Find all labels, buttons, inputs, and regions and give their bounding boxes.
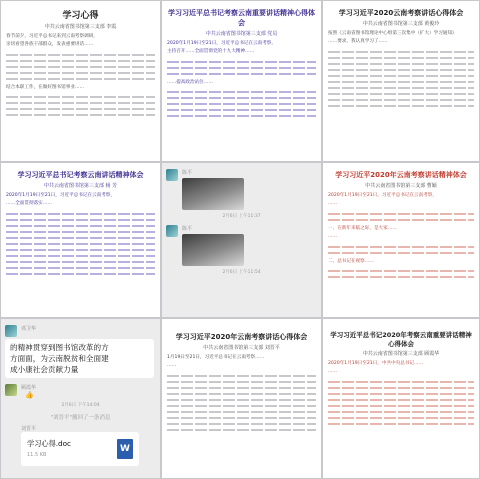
- message-sender: 刘晋平: [21, 426, 37, 432]
- document-text-filler: [167, 393, 316, 395]
- message-sender: 陈平: [182, 170, 193, 176]
- document-tile-red-2: [322, 318, 480, 479]
- bubble-line: 成小康社会贡献力量: [10, 365, 79, 374]
- document-title: 学习习近平2020年云南考察讲话精神体会: [335, 171, 467, 179]
- document-line: ……: [167, 363, 177, 369]
- document-text-filler: [6, 237, 155, 239]
- document-text-filler: [328, 81, 474, 83]
- document-line: 1月19日至21日，习近平总书记在云南考察……: [167, 355, 265, 360]
- document-text-filler: [328, 51, 474, 53]
- document-text-filler: [328, 276, 474, 278]
- document-text-filler: [328, 99, 474, 101]
- chat-tile-file: [0, 318, 161, 479]
- document-text-filler: [6, 213, 155, 215]
- document-text-filler: [167, 417, 316, 419]
- message-timestamp: 2月6日 上午11:54: [222, 270, 261, 275]
- document-author: 中共云南省图书馆第三支部 顾霞华: [362, 351, 440, 357]
- document-text-filler: [6, 231, 155, 233]
- document-text-filler: [167, 411, 316, 413]
- document-line: 结合本职工作，在做好图书馆事业……: [6, 84, 85, 90]
- document-title: 学习习近平2020年云南考察讲话心得体会: [175, 333, 308, 341]
- document-text-filler: [328, 405, 474, 407]
- document-text-filler: [328, 270, 474, 272]
- message-sender: 陈平: [182, 226, 193, 232]
- document-line: ……提高政治站位……: [167, 79, 213, 85]
- document-text-filler: [6, 261, 155, 263]
- document-text-filler: [6, 225, 155, 227]
- bubble-line: 的精神贯穿到图书馆改革的方: [10, 343, 109, 352]
- avatar[interactable]: [166, 225, 178, 237]
- document-line: ……: [328, 369, 338, 375]
- document-tile-purple-2: [0, 162, 161, 318]
- document-title: 学习习近平总书记考察云南讲话精神体会: [17, 171, 144, 179]
- document-line: 2020年1月19日至21日，习近平总书记在云南考察，: [6, 193, 115, 198]
- avatar[interactable]: [166, 169, 178, 181]
- file-attachment[interactable]: [21, 432, 139, 466]
- document-text-filler: [328, 417, 474, 419]
- bubble-line: 方面面，为云南脱贫和全面建: [10, 354, 109, 363]
- document-text-filler: [167, 387, 316, 389]
- chat-message: [166, 169, 321, 210]
- document-text-filler: [167, 91, 316, 93]
- document-author: 中共云南省图书馆第三支部 党员: [205, 31, 278, 37]
- document-text-filler: [6, 219, 155, 221]
- document-author: 中共云南省图书馆第三支部 黄俊玲: [362, 21, 440, 27]
- recall-system-message: "刘晋平"撤回了一条消息: [50, 415, 111, 421]
- document-text-filler: [328, 381, 474, 383]
- document-text-filler: [167, 115, 316, 117]
- document-title: 学习习近平2020云南考察讲话心得体会: [338, 9, 464, 17]
- message-timestamp: 2月6日 下午14:04: [61, 403, 100, 408]
- shared-photo[interactable]: [182, 234, 244, 266]
- document-text-filler: [167, 399, 316, 401]
- document-tile-purple-1: [161, 0, 322, 162]
- document-text-filler: [328, 252, 474, 254]
- document-text-filler: [328, 393, 474, 395]
- document-tile-right-top: [322, 0, 480, 162]
- thumbs-up-emoji: 👍: [25, 391, 34, 399]
- document-text-filler: [6, 108, 155, 110]
- document-text-filler: [167, 109, 316, 111]
- document-author: 中共云南省图书馆第三支部 李霞: [44, 24, 117, 30]
- document-line: 2020年1月19日至21日，中共中央总书记……: [328, 361, 424, 366]
- avatar[interactable]: [5, 384, 17, 396]
- file-name: 学习心得.doc: [27, 439, 71, 448]
- message-timestamp: 2月6日 上午11:37: [222, 214, 261, 219]
- document-text-filler: [6, 60, 155, 62]
- document-text-filler: [328, 105, 474, 107]
- document-text-filler: [6, 114, 155, 116]
- document-text-filler: [6, 78, 155, 80]
- document-text-filler: [167, 423, 316, 425]
- document-text-filler: [328, 69, 474, 71]
- avatar[interactable]: [5, 325, 17, 337]
- document-text-filler: [167, 97, 316, 99]
- document-text-filler: [328, 399, 474, 401]
- shared-photo[interactable]: [182, 178, 244, 210]
- document-text-filler: [167, 429, 316, 431]
- document-author: 中共云南省图书馆第三支部 曹颖: [365, 183, 437, 189]
- message-bubble[interactable]: [5, 339, 154, 378]
- document-text-filler: [6, 249, 155, 251]
- document-text-filler: [328, 93, 474, 95]
- document-line: 主持召开……全面贯彻党的十九大精神……: [167, 49, 255, 55]
- document-text-filler: [167, 375, 316, 377]
- document-text-filler: [6, 96, 155, 98]
- document-title: 学习心得: [62, 11, 99, 21]
- document-line: ……: [328, 234, 338, 240]
- document-text-filler: [167, 381, 316, 383]
- document-text-filler: [6, 54, 155, 56]
- document-text-filler: [328, 75, 474, 77]
- document-text-filler: [167, 405, 316, 407]
- document-line: ……要求，我认真学习了……: [328, 39, 388, 45]
- document-tile-study-notes: [0, 0, 161, 162]
- document-text-filler: [6, 102, 155, 104]
- document-author: 中共云南省图书馆第三支部 杨 芳: [43, 183, 118, 189]
- document-text-filler: [6, 72, 155, 74]
- document-line: 二、总书记在视察……: [328, 258, 374, 264]
- message-sender: 顾霞华: [21, 385, 37, 391]
- document-text-filler: [328, 411, 474, 413]
- document-text-filler: [328, 423, 474, 425]
- chat-message: [5, 384, 160, 399]
- document-line: ……: [328, 201, 338, 207]
- document-text-filler: [6, 273, 155, 275]
- document-text-filler: [167, 67, 316, 69]
- chat-tile-photos: [161, 162, 322, 318]
- document-text-filler: [328, 87, 474, 89]
- document-text-filler: [167, 73, 316, 75]
- chat-message: [5, 325, 160, 337]
- message-sender: 邓卫华: [21, 326, 37, 332]
- document-text-filler: [328, 219, 474, 221]
- document-line: ……全面贯彻落实……: [6, 201, 52, 207]
- document-line: 2020年1月19日至21日，习近平总书记在云南考察，: [167, 41, 276, 46]
- file-size: 11.5 KB: [27, 452, 47, 458]
- document-text-filler: [328, 387, 474, 389]
- document-line: 春节前夕，习近平总书记来到云南考察调研，: [6, 34, 98, 39]
- word-icon: W: [117, 439, 133, 459]
- document-tile-bottom-middle: [161, 318, 322, 479]
- document-text-filler: [328, 57, 474, 59]
- document-title: 学习习近平总书记2020年考察云南重要讲话精神心得体会: [330, 331, 472, 348]
- document-text-filler: [6, 267, 155, 269]
- document-text-filler: [6, 255, 155, 257]
- document-text-filler: [6, 243, 155, 245]
- document-text-filler: [328, 63, 474, 65]
- document-author: 中共云南省图书馆第三支部 刘晋平: [203, 345, 280, 351]
- document-tile-red-1: [322, 162, 480, 318]
- document-text-filler: [328, 213, 474, 215]
- chat-message: [166, 225, 321, 266]
- document-text-filler: [6, 66, 155, 68]
- document-line: 一、在新年来临之际，是大家……: [328, 225, 397, 231]
- document-line: 2020年1月19日至21日，习近平总书记在云南考察，: [328, 193, 437, 198]
- document-title: 学习习近平总书记考察云南重要讲话精神心得体会: [168, 9, 315, 27]
- document-text-filler: [328, 246, 474, 248]
- document-text-filler: [167, 103, 316, 105]
- document-text-filler: [167, 61, 316, 63]
- document-line: 按照《云南省图书馆理论中心组第三次集中（扩大）学习通知》: [328, 31, 457, 36]
- document-line: 亲切看望各族干部群众，发表重要讲话……: [6, 42, 94, 48]
